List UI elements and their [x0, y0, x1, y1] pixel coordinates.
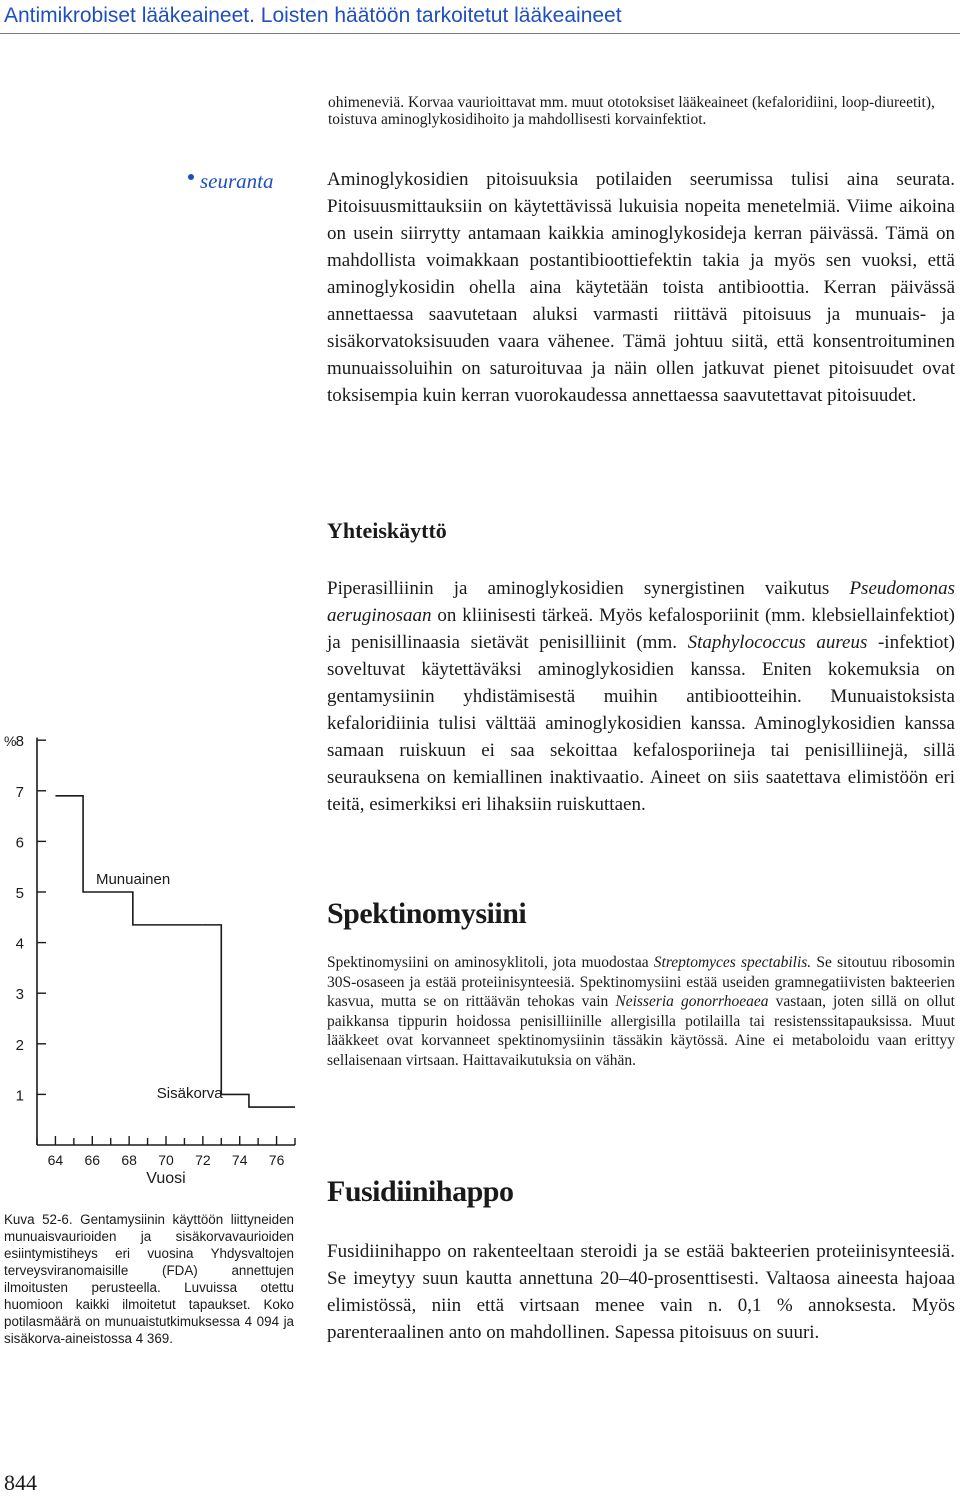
yhteis-italic-1: Pseudomonas aeruginosaan — [327, 578, 955, 626]
intro-paragraph: ohimeneviä. Korvaa vaurioittavat mm. muut ototoksiset lääkeaineet (kefaloridiini, loop-diureetit), toistuva aminoglykosidihoito ja mahdollisesti korvainfektiot. — [328, 94, 935, 128]
y-tick-label-3: 3 — [15, 986, 24, 1004]
y-tick-label-2: 2 — [15, 1036, 24, 1054]
fusidiinihappo-paragraph: Fusidiinihappo on rakenteeltaan steroidi ja se estää bakteerien proteiinisynteesiä. Se imeytyy suun kautta annettuna 20–40-prosenttisesti. Valtaosa aineesta hajoaa elimistössä, niin että virtsaan menee vain n. 0,1 % annoksesta. Myös parenteraalinen anto on mahdollinen. Sapessa pitoisuus on suuri. — [327, 1241, 955, 1343]
series-label-sisakorva: Sisäkorva — [156, 1085, 223, 1103]
spektinomysiini-paragraph — [327, 953, 955, 1070]
x-axis-title: Vuosi — [146, 1170, 186, 1187]
spek-text-3: vastaan, joten sillä on ollut paikkansa tippurin hoidossa penisilliinille allergisilla potilailla tai resistenssitapauksissa. Muut lääkkeet ovat korvanneet spektinomysiinin tässäkin käytössä. Aine ei metaboloidu vaan erittyy sellaisenaan virtsaan. Haittavaikutuksia on vähän. — [327, 993, 955, 1069]
x-tick-label-72: 72 — [195, 1152, 211, 1168]
series-line-1 — [203, 925, 295, 1107]
y-tick-label-8: 8 — [15, 733, 24, 751]
yhteis-text-3: -infektiot) soveltuvat käytettäväksi aminoglykosidien kanssa. Eniten kokemuksia on gentamysiinin yhdistämisestä muihin antibiootteihin. Munuaistoksista kefaloridiinia tulisi välttää aminoglykosidien kanssa. Aminoglykosidien kanssa samaan ruiskuun ei saa sekoittaa kefalosporiineja tai penisilliinejä, sillä seurauksena on kemiallinen inaktivaatio. Aineet on siis saatettava elimistöön eri teitä, esimerkiksi eri lihaksiin ruiskuttaen. — [327, 632, 955, 815]
y-tick-label-7: 7 — [15, 783, 24, 801]
fusidiinihappo-heading: Fusidiinihappo — [327, 1175, 514, 1208]
x-tick-label-68: 68 — [121, 1152, 137, 1168]
spek-italic-2: Neisseria gonorrhoeaea — [615, 993, 769, 1010]
y-tick-label-5: 5 — [15, 884, 24, 902]
yhteiskaytto-heading: Yhteiskäyttö — [327, 518, 447, 543]
yhteiskaytto-paragraph — [327, 575, 955, 818]
bullet-icon — [188, 174, 194, 180]
y-axis-unit: % — [4, 733, 17, 750]
seuranta-paragraph: Aminoglykosidien pitoisuuksia potilaiden seerumissa tulisi aina seurata. Pitoisuusmittauksiin on käytettävissä lukuisia nopeita menetelmiä. Viime aikoina on usein siirrytty antamaan kaikkia aminoglykosideja kerran päivässä. Tämä on mahdollista voimakkaan postantibioottiefektin takia ja myös sen vuoksi, että aminoglykosidin ohella aina käytetään toista antibioottia. Kerran päivässä annettaessa saavutetaan aluksi varmasti riittävä pitoisuus ja munuais- ja sisäkorvatoksisuuden vaara vähenee. Tämä johtuu siitä, että konsentroituminen munuaissoluihin on saturoituvaa ja näin ollen jatkuvat pienet pitoisuudet ovat toksisempia kuin kerran vuorokaudessa annettaessa saavutettavat pitoisuudet. — [327, 169, 955, 406]
running-header — [0, 0, 960, 40]
spek-text-1: Spektinomysiini on aminosyklitoli, jota muodostaa — [327, 954, 654, 971]
x-tick-label-76: 76 — [268, 1152, 285, 1168]
x-tick-label-74: 74 — [231, 1152, 248, 1168]
x-tick-label-64: 64 — [47, 1152, 64, 1168]
figure-52-6-chart — [0, 715, 300, 1195]
y-tick-label-4: 4 — [15, 935, 24, 953]
spektinomysiini-heading: Spektinomysiini — [327, 897, 527, 930]
series-line-0 — [55, 796, 202, 925]
x-tick-label-70: 70 — [158, 1152, 174, 1168]
header-rule — [0, 33, 960, 34]
figure-caption: Kuva 52-6. Gentamysiinin käyttöön liittyneiden munuaisvaurioiden ja sisäkorvavaurioiden esiintymistiheys eri vuosina Yhdysvaltojen terveysviranomaisille (FDA) annettujen ilmoitusten perusteella. Luvuissa otettu huomioon kaikki ilmoitetut tapaukset. Koko potilasmäärä on munuaistutkimuksessa 4 094 ja sisäkorva-aineistossa 4 369. — [4, 1212, 294, 1346]
yhteis-text-2: on kliinisesti tärkeä. Myös kefalosporiinit (mm. klebsiellainfektiot) ja penisillinaasia sietävät penisilliinit (mm. — [327, 605, 955, 653]
spek-text-2: Se sitoutuu ribosomin 30S-osaseen ja estää proteiinisynteesiä. Spektinomysiini estää useiden gramnegatiivisten bakteerien kasvua, mutta se on rittäävän tehokas vain — [327, 954, 955, 1010]
y-tick-label-1: 1 — [15, 1087, 24, 1105]
header-title: Antimikrobiset lääkeaineet. Loisten häätöön tarkoitetut lääkeaineet — [4, 4, 622, 27]
spek-italic-1: Streptomyces spectabilis. — [653, 954, 812, 971]
yhteis-italic-2: Staphylococcus aureus — [687, 632, 868, 653]
x-tick-label-66: 66 — [84, 1152, 101, 1168]
seuranta-label-text: seuranta — [200, 169, 274, 193]
yhteis-text-1: Piperasilliinin ja aminoglykosidien synergistinen vaikutus — [327, 578, 850, 599]
series-label-munuainen: Munuainen — [95, 870, 171, 888]
y-tick-label-6: 6 — [15, 834, 24, 852]
page-number: 844 — [4, 1470, 37, 1495]
